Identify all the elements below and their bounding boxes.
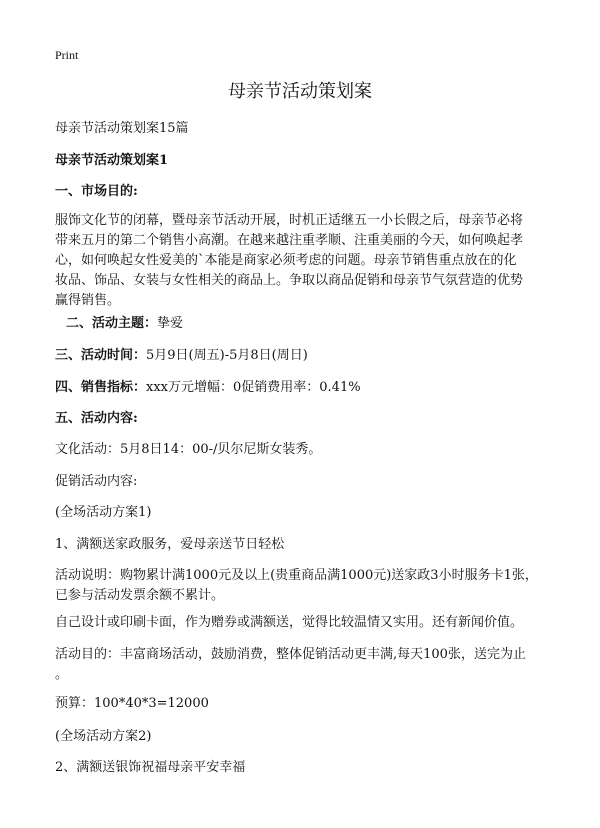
print-label: Print [55,48,79,62]
sales-label: 四、销售指标： [55,380,147,395]
theme-value: 挚爱 [157,316,184,331]
theme-label: 二、活动主题： [66,316,158,331]
time-value: 5月9日(周五)-5月8日(周日) [146,348,308,363]
activity-time [55,346,308,366]
design-note: 自己设计或印刷卡面，作为赠券或满额送，觉得比较温情又实用。还有新闻价值。 [55,615,524,630]
paragraph-line: 。 [55,667,69,682]
section-title: 母亲节活动策划案1 [55,153,169,168]
paragraph-line: 带来五月的第二个销售小高潮。在越来越注重孝顺、注重美丽的今天，如何唤起孝 [55,233,524,248]
market-purpose-paragraph [55,211,555,311]
culture-activity: 文化活动：5月8日14：00-/贝尔尼斯女装秀。 [55,442,322,457]
plan-1-label: (全场活动方案1) [55,505,152,520]
heading-market-purpose: 一、市场目的: [55,184,138,199]
paragraph-line: 活动说明：购物累计满1000元及以上(贵重商品满1000元)送家政3小时服务卡1张， [55,568,538,583]
paragraph-line: 妆品、饰品、女装与女性相关的商品上。争取以商品促销和母亲节气氛营造的优势 [55,273,524,288]
item-1: 1、满额送家政服务，爱母亲送节日轻松 [55,537,285,552]
page-title: 母亲节活动策划案 [228,81,372,102]
document-subtitle: 母亲节活动策划案15篇 [55,121,189,136]
activity-description [55,566,555,606]
budget: 预算：100*40*3=12000 [55,696,209,711]
activity-purpose [55,645,555,685]
sales-target [55,378,361,398]
paragraph-line: 服饰文化节的闭幕，暨母亲节活动开展，时机正适继五一小长假之后，母亲节必将 [55,213,524,228]
activity-theme [66,314,183,334]
promo-content-label: 促销活动内容: [55,474,138,489]
paragraph-line: 已参与活动发票余额不累计。 [55,588,225,603]
item-2: 2、满额送银饰祝福母亲平安幸福 [55,760,246,775]
paragraph-line: 赢得销售。 [55,293,121,308]
heading-activity-content: 五、活动内容: [55,411,138,426]
paragraph-line: 心，如何唤起女性爱美的`本能是商家必须考虑的问题。母亲节销售重点放在的化 [55,253,517,268]
plan-2-label: (全场活动方案2) [55,729,152,744]
paragraph-line: 活动目的：丰富商场活动，鼓励消费，整体促销活动更丰满,每天100张，送完为止 [55,647,526,662]
time-label: 三、活动时间： [55,348,147,363]
sales-value: xxx万元增幅：0促销费用率：0.41% [146,380,361,395]
